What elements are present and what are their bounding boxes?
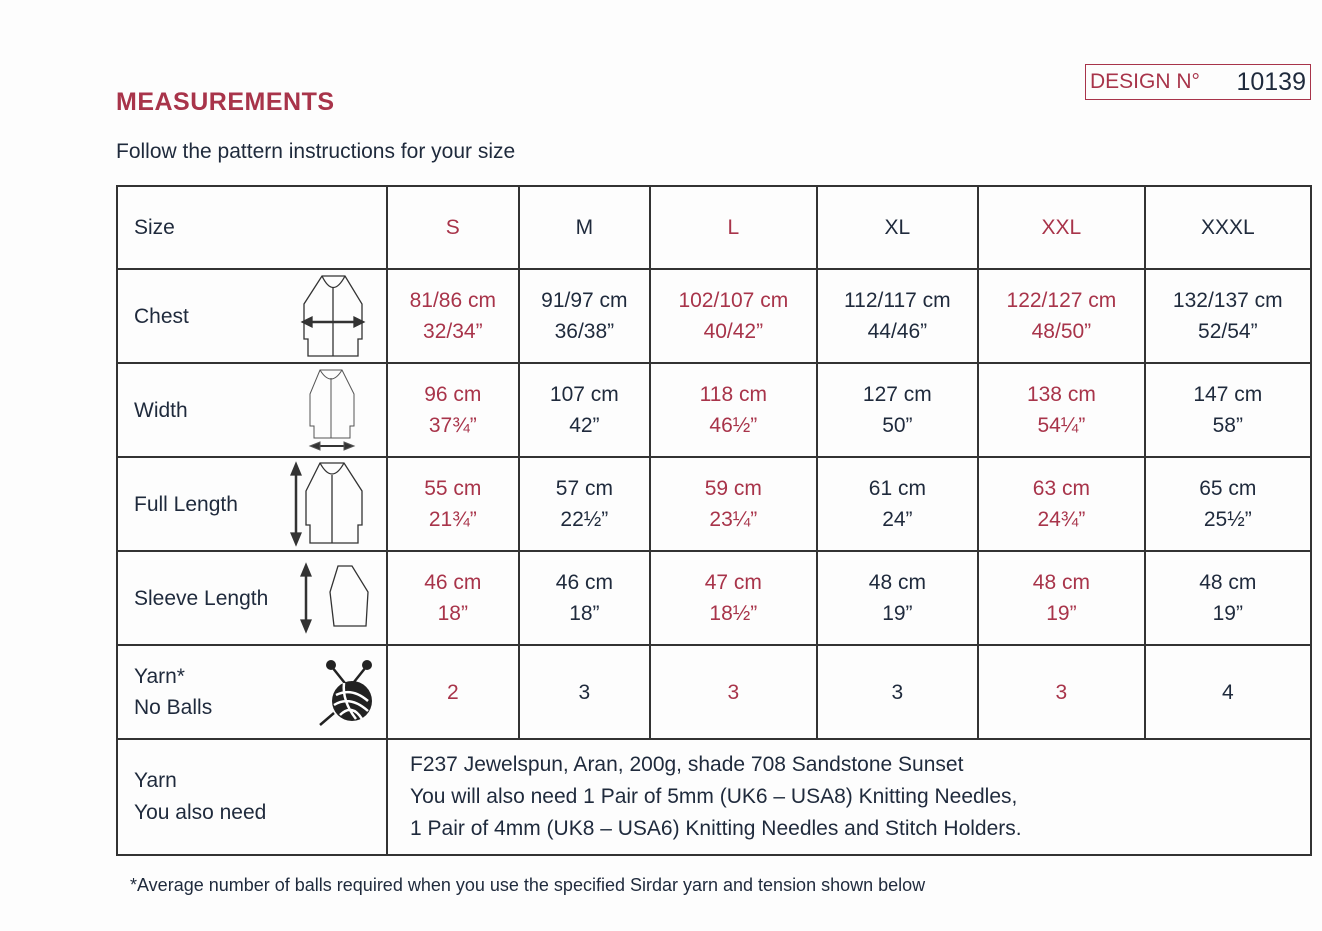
measurement-cell <box>650 457 816 551</box>
measurements-table <box>116 185 1312 856</box>
metric-value: 61 cm <box>868 477 926 500</box>
needles-line-2: 1 Pair of 4mm (UK8 – USA6) Knitting Needles and Stitch Holders. <box>410 817 1022 840</box>
metric-value: 81/86 cm <box>409 289 496 312</box>
measurement-cell <box>1145 363 1311 457</box>
balls-cell: 3 <box>650 645 816 739</box>
metric-value: 47 cm <box>704 571 762 594</box>
imperial-value: 42” <box>569 414 600 437</box>
metric-value: 102/107 cm <box>678 289 789 312</box>
design-label: DESIGN N° <box>1090 70 1200 93</box>
yarn-balls-row <box>117 645 1311 739</box>
row-label-cell <box>117 457 387 551</box>
metric-value: 118 cm <box>699 383 767 406</box>
balls-cell: 4 <box>1145 645 1311 739</box>
measurement-cell <box>519 457 651 551</box>
metric-value: 107 cm <box>549 383 619 406</box>
yarn-info-row <box>117 739 1311 855</box>
size-header-xl: XL <box>817 186 979 269</box>
row-label: Width <box>134 398 188 422</box>
metric-value: 147 cm <box>1193 383 1263 406</box>
imperial-value: 19” <box>1046 602 1077 625</box>
row-label-cell <box>117 269 387 363</box>
page-title: MEASUREMENTS <box>116 88 335 116</box>
metric-value: 138 cm <box>1026 383 1096 406</box>
table-row <box>117 269 1311 363</box>
imperial-value: 44/46” <box>867 320 928 343</box>
imperial-value: 22½” <box>560 508 609 531</box>
imperial-value: 58” <box>1212 414 1243 437</box>
size-header-xxxl: XXXL <box>1145 186 1311 269</box>
imperial-value: 36/38” <box>554 320 615 343</box>
metric-value: 48 cm <box>1199 571 1257 594</box>
measurement-cell <box>387 269 519 363</box>
row-label-sub: No Balls <box>134 696 213 719</box>
row-label: Sleeve Length <box>134 586 269 610</box>
measurement-cell <box>387 551 519 645</box>
metric-value: 48 cm <box>1032 571 1090 594</box>
row-label: Yarn* <box>134 665 185 688</box>
metric-value: 57 cm <box>555 477 613 500</box>
measurement-cell <box>978 363 1144 457</box>
design-number-box <box>1085 64 1311 100</box>
imperial-value: 52/54” <box>1198 320 1258 343</box>
measurement-cell <box>978 551 1144 645</box>
footnote: *Average number of balls required when you use the specified Sirdar yarn and tension shown below <box>130 875 926 895</box>
measurement-cell <box>817 269 979 363</box>
metric-value: 46 cm <box>424 571 482 594</box>
yarn-label: Yarn <box>134 769 177 792</box>
table-row <box>117 457 1311 551</box>
yarn-info-text <box>387 739 1311 855</box>
measurement-cell <box>650 269 816 363</box>
imperial-value: 23¼” <box>709 508 758 531</box>
row-label-cell <box>117 645 387 739</box>
row-label-cell <box>117 551 387 645</box>
metric-value: 112/117 cm <box>844 289 951 312</box>
measurement-cell <box>978 269 1144 363</box>
measurement-cell <box>1145 269 1311 363</box>
metric-value: 55 cm <box>424 477 482 500</box>
measurement-cell <box>650 551 816 645</box>
imperial-value: 54¼” <box>1037 414 1086 437</box>
needles-line-1: You will also need 1 Pair of 5mm (UK6 – USA8) Knitting Needles, <box>410 785 1018 808</box>
imperial-value: 18½” <box>709 602 758 625</box>
measurement-cell <box>387 363 519 457</box>
imperial-value: 24” <box>882 508 913 531</box>
measurement-cell <box>519 269 651 363</box>
size-header-s: S <box>387 186 519 269</box>
also-need-label: You also need <box>134 801 267 824</box>
size-label: Size <box>117 186 387 269</box>
subtitle: Follow the pattern instructions for your size <box>116 140 516 163</box>
size-header-xxl: XXL <box>978 186 1144 269</box>
imperial-value: 48/50” <box>1031 320 1092 343</box>
metric-value: 122/127 cm <box>1006 289 1117 312</box>
measurement-cell <box>817 457 979 551</box>
metric-value: 63 cm <box>1032 477 1090 500</box>
yarn-info-label <box>117 739 387 855</box>
row-label-cell <box>117 363 387 457</box>
design-number: 10139 <box>1236 67 1306 96</box>
measurement-cell <box>817 363 979 457</box>
size-header-l: L <box>650 186 816 269</box>
size-header-m: M <box>519 186 651 269</box>
metric-value: 46 cm <box>555 571 613 594</box>
yarn-line: F237 Jewelspun, Aran, 200g, shade 708 Sandstone Sunset <box>410 753 964 776</box>
metric-value: 59 cm <box>704 477 762 500</box>
imperial-value: 50” <box>882 414 913 437</box>
metric-value: 132/137 cm <box>1172 289 1283 312</box>
measurement-cell <box>519 551 651 645</box>
imperial-value: 24¾” <box>1037 508 1086 531</box>
balls-cell: 3 <box>817 645 979 739</box>
imperial-value: 46½” <box>709 414 758 437</box>
measurement-cell <box>650 363 816 457</box>
metric-value: 96 cm <box>424 383 482 406</box>
imperial-value: 25½” <box>1203 508 1252 531</box>
metric-value: 127 cm <box>862 383 932 406</box>
metric-value: 65 cm <box>1199 477 1257 500</box>
measurement-cell <box>387 457 519 551</box>
imperial-value: 40/42” <box>703 320 764 343</box>
measurement-cell <box>519 363 651 457</box>
row-label: Full Length <box>134 492 238 516</box>
balls-cell: 3 <box>519 645 651 739</box>
measurement-cell <box>1145 457 1311 551</box>
imperial-value: 18” <box>569 602 600 625</box>
imperial-value: 18” <box>437 602 468 625</box>
measurement-cell <box>978 457 1144 551</box>
size-header-row <box>117 186 1311 269</box>
imperial-value: 21¾” <box>428 508 477 531</box>
row-label: Chest <box>134 304 189 328</box>
measurement-cell <box>817 551 979 645</box>
balls-cell: 2 <box>387 645 519 739</box>
balls-cell: 3 <box>978 645 1144 739</box>
table-row <box>117 551 1311 645</box>
table-row <box>117 363 1311 457</box>
measurement-cell <box>1145 551 1311 645</box>
metric-value: 48 cm <box>868 571 926 594</box>
imperial-value: 19” <box>882 602 913 625</box>
imperial-value: 19” <box>1212 602 1243 625</box>
imperial-value: 32/34” <box>423 320 483 343</box>
metric-value: 91/97 cm <box>541 289 628 312</box>
imperial-value: 37¾” <box>428 414 477 437</box>
